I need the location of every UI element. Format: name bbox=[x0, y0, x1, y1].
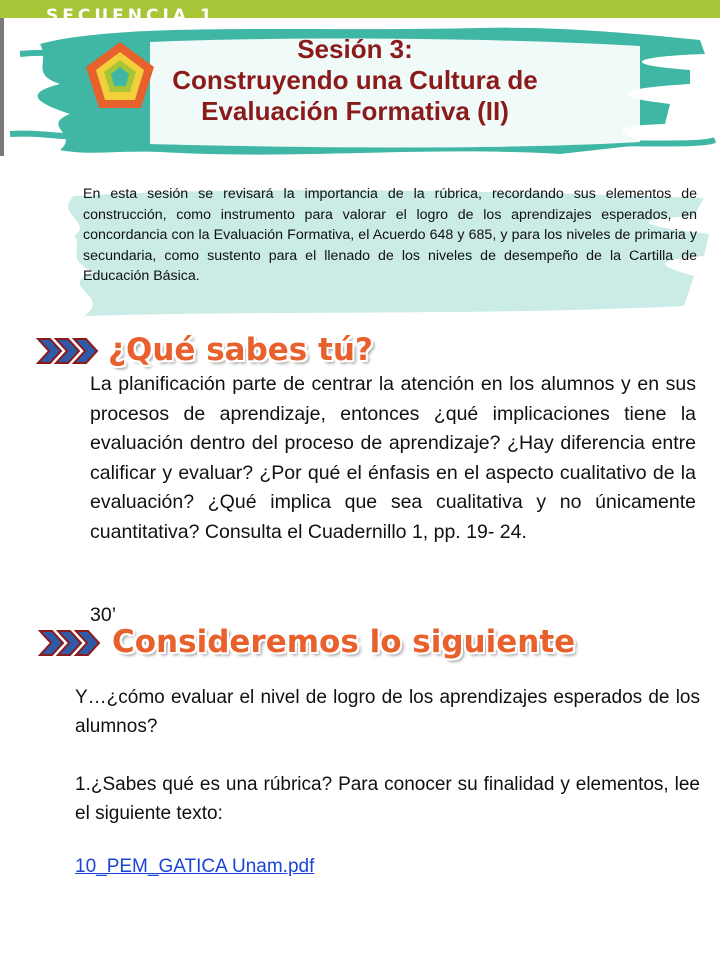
sequence-label: SECUENCIA 1 bbox=[46, 6, 216, 26]
title-line-1: Construyendo una Cultura de bbox=[172, 65, 538, 95]
section-heading-consideremos: Consideremos lo siguiente bbox=[112, 624, 576, 660]
triple-chevron-icon bbox=[38, 628, 104, 658]
title-line-2: Evaluación Formativa (II) bbox=[201, 96, 509, 126]
session-number: Sesión 3: bbox=[297, 34, 413, 64]
instruction-paragraph: 1.¿Sabes qué es una rúbrica? Para conocer su finalidad y elementos, lee el siguiente texto: bbox=[75, 774, 700, 824]
intro-paragraph: En esta sesión se revisará la importancia de la rúbrica, recordando sus elementos de construcción, como instrumento para valorar el logro de los aprendizajes esperados, en concordancia con la Evaluación Formativa, el Acuerdo 648 y 685, y para los niveles de primaria y secundaria, como sustento para el llenado de los niveles de desempeño de la Cartilla de Educación Básica. bbox=[83, 186, 697, 284]
session-title-block bbox=[100, 34, 610, 127]
activity-time: 30’ bbox=[90, 604, 117, 626]
section-heading-que-sabes: ¿Qué sabes tú? bbox=[108, 332, 373, 368]
triple-chevron-icon bbox=[36, 336, 102, 366]
pdf-document-link[interactable]: 10_PEM_GATICA Unam.pdf bbox=[75, 856, 315, 877]
question-paragraph: Y…¿cómo evaluar el nivel de logro de los aprendizajes esperados de los alumnos? bbox=[75, 687, 700, 737]
que-sabes-paragraph: La planificación parte de centrar la atención en los alumnos y en sus procesos de aprendizaje, entonces ¿qué implicaciones tiene la evaluación dentro del proceso de aprendizaje? ¿Hay diferencia entre calificar y evaluar? ¿Por qué el énfasis en el aspecto cualitativo de la evaluación? ¿Qué implica que sea cualitativa y no únicamente cuantitativa? Consulta el Cuadernillo 1, pp. 19- 24. bbox=[90, 373, 696, 543]
